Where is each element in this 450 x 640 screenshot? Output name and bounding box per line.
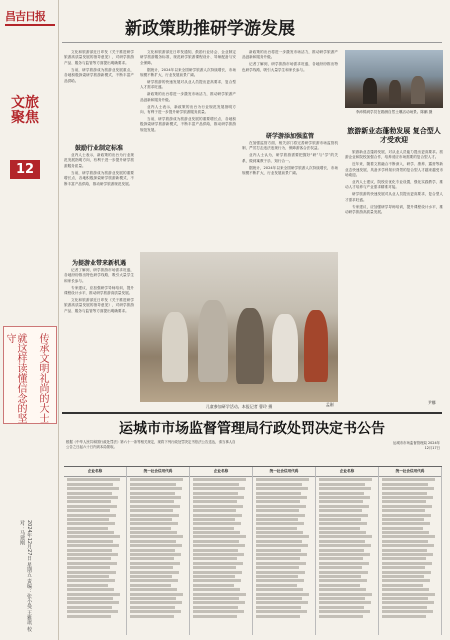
notice-entry-line	[382, 483, 428, 486]
notice-entry-line	[319, 535, 372, 538]
notice-entry-line	[319, 527, 360, 530]
notice-entry-line	[382, 584, 423, 587]
paragraph: 新政策的出台将进一步激发市场活力，推动研学旅游产品创新和服务升级。	[140, 92, 236, 102]
left-column	[0, 0, 59, 640]
paragraph: 当前，研学旅游成为旅游业发展重点，各地积极探索研学旅游新模式，不断丰富产品供给。	[64, 67, 134, 83]
notice-entry-line	[382, 478, 435, 481]
subhead-standards: 鼓励行业制定标准	[74, 145, 123, 152]
notice-entry-line	[382, 544, 434, 547]
paragraph: 专家建议，应加强研学导师培训，提升课程设计水平，推动研学旅游高质量发展。	[345, 204, 443, 215]
notice-entry-line	[382, 571, 431, 574]
notice-entry-line	[67, 514, 116, 517]
notice-entry-line	[382, 509, 425, 512]
notice-entry-line	[130, 562, 180, 565]
notice-entry-line	[130, 579, 178, 582]
paragraph: 业内人士表示，新政策的出台为行业规范发展指明方向，有利于进一步提升研学旅游服务质量。	[64, 153, 134, 168]
notice-entry-line	[193, 531, 240, 534]
notice-entry-line	[319, 509, 362, 512]
notice-column-header: 企业名称	[190, 467, 252, 477]
notice-entry-line	[67, 615, 111, 618]
paragraph: 当前，研学旅游成为旅游业发展的重要增长点，各地积极探索研学旅游新模式，不断丰富产品供给，推动研学旅游规范发展。	[140, 116, 236, 132]
notice-entry-line	[382, 615, 426, 618]
child-figure	[304, 310, 328, 382]
notice-entry-line	[193, 571, 242, 574]
notice-entry-line	[67, 492, 112, 495]
notice-entry-line	[382, 593, 435, 596]
byline-right: 尹娜	[428, 400, 436, 405]
notice-entry-line	[382, 505, 432, 508]
notice-entry-line	[67, 509, 110, 512]
notice-entry-line	[67, 500, 111, 503]
notice-entry-line	[256, 492, 301, 495]
notice-entry-line	[130, 571, 179, 574]
text-column-2	[140, 50, 236, 248]
notice-entry-line	[67, 601, 119, 604]
paragraph: 记者了解到，研学旅游市场需求旺盛，各地纷纷推出特色研学线路，吸引大量学生和家长参与。	[242, 62, 338, 72]
notice-entry-line	[193, 544, 245, 547]
notice-entry-line	[67, 487, 119, 490]
notice-entry-line	[193, 518, 235, 521]
notice-entry-line	[382, 566, 425, 569]
paragraph: 研学旅游的快速发展对从业人员提出更高要求，复合型人才需求旺盛。	[140, 80, 236, 90]
notice-entry-line	[319, 571, 368, 574]
headline-rule	[62, 42, 442, 43]
notice-entry-line	[193, 557, 237, 560]
notice-entry-line	[130, 584, 171, 587]
notice-table-column	[127, 467, 190, 635]
notice-entry-line	[193, 487, 245, 490]
notice-entry-line	[193, 549, 238, 552]
right-headline: 旅游新业态蓬勃发展 复合型人才受欢迎	[347, 126, 441, 144]
notice-entry-line	[193, 601, 245, 604]
person-figure	[389, 80, 401, 104]
paragraph: 业内人士表示，新政策的出台为行业规范发展指明方向，有利于进一步提升研学旅游服务质量。	[140, 104, 236, 115]
notice-entry-line	[130, 610, 181, 613]
notice-entry-line	[193, 535, 246, 538]
notice-entry-line	[256, 575, 298, 578]
notice-entry-line	[130, 549, 175, 552]
text-column-3	[242, 50, 338, 128]
notice-entry-line	[130, 492, 175, 495]
notice-entry-line	[382, 575, 424, 578]
notice-entry-line	[67, 544, 119, 547]
notice-entry-line	[130, 509, 173, 512]
subhead-supervision: 研学游添加强监管	[265, 133, 314, 140]
notice-entry-line	[130, 557, 174, 560]
photo-caption: 儿童参加研学活动。本报记者 曹玲 摄	[205, 404, 273, 409]
notice-entry-line	[256, 588, 303, 591]
notice-entry-line	[319, 514, 368, 517]
paragraph: 近年来，随着文旅融合不断深入，研学、康养、露营等新业态快速发展，具备多学科知识背景的复合型人才越来越受市场欢迎。	[345, 162, 443, 178]
notice-entry-line	[256, 505, 306, 508]
notice-entry-line	[67, 535, 120, 538]
subhead-opportunity: 为提游业带来新机遇	[71, 260, 126, 267]
notice-table-column	[190, 467, 253, 635]
notice-entry-line	[382, 514, 431, 517]
notice-entry-line	[256, 593, 309, 596]
notice-entry-line	[382, 487, 434, 490]
notice-entry-line	[319, 588, 366, 591]
notice-entry-line	[382, 579, 430, 582]
notice-entry-line	[382, 527, 423, 530]
notice-entry-line	[67, 483, 113, 486]
paragraph: 专家建议，应加强研学导师培训，提升课程设计水平，推动研学旅游高质量发展。	[64, 285, 134, 296]
notice-column-header: 企业名称	[64, 467, 126, 477]
notice-entry-line	[382, 597, 428, 600]
notice-entry-line	[193, 575, 235, 578]
notice-entry-line	[67, 553, 118, 556]
notice-entry-line	[382, 522, 430, 525]
paragraph: 据统计，2024年以来全国研学旅游人次持续增长，市场规模不断扩大，行业发展前景广阔。	[242, 165, 338, 176]
notice-entry-line	[256, 540, 302, 543]
notice-entry-line	[256, 549, 301, 552]
paragraph: 新政策的出台将进一步激发市场活力，推动研学旅游产品创新和服务升级。	[242, 50, 338, 60]
notice-entry-line	[256, 579, 304, 582]
notice-entry-line	[130, 540, 176, 543]
notice-entry-line	[256, 509, 299, 512]
notice-entry-line	[256, 483, 302, 486]
notice-entry-line	[193, 615, 237, 618]
notice-table-column	[253, 467, 316, 635]
child-figure	[272, 314, 298, 382]
slogan-box	[3, 326, 57, 424]
children-photo	[140, 252, 338, 402]
notice-entry-line	[130, 478, 183, 481]
notice-entry-line	[193, 566, 236, 569]
notice-entry-line	[130, 496, 181, 499]
notice-entry-line	[256, 571, 305, 574]
paragraph: 当前，研学旅游成为旅游业发展的重要增长点，各地积极探索研学旅游新模式，不断丰富产品供给，推动研学旅游规范发展。	[64, 170, 134, 186]
notice-entry-line	[319, 549, 364, 552]
notice-entry-line	[256, 562, 306, 565]
notice-entry-line	[256, 478, 309, 481]
notice-column-header: 统一社会信用代码	[127, 467, 189, 477]
notice-entry-line	[67, 579, 115, 582]
notice-entry-line	[382, 606, 427, 609]
paragraph: 文化和旅游部近日印发《关于推进研学旅游高质量发展的指导意见》，对研学旅游产品、服务与监管等方面提出明确要求。	[64, 298, 134, 313]
students-field-photo	[345, 50, 443, 108]
slogan-line-a: 就这样读懂信念的坚守	[4, 333, 26, 423]
notice-entry-line	[130, 597, 176, 600]
notice-table-column	[64, 467, 127, 635]
notice-entry-line	[319, 553, 370, 556]
notice-entry-line	[130, 535, 183, 538]
text-column-1b	[64, 153, 134, 253]
text-column-1	[64, 50, 134, 140]
notice-entry-line	[382, 500, 426, 503]
notice-entry-line	[382, 553, 433, 556]
notice-entry-line	[256, 518, 298, 521]
issue-meta: 2024年12月27日 星期五 责编：张小曼 王雅琪 校对：马建刚	[19, 520, 32, 632]
notice-entry-line	[193, 562, 243, 565]
notice-entry-line	[67, 610, 118, 613]
notice-entry-line	[319, 544, 371, 547]
notice-entry-line	[67, 584, 108, 587]
notice-entry-line	[193, 579, 241, 582]
notice-entry-line	[130, 544, 182, 547]
notice-entry-line	[256, 601, 308, 604]
notice-entry-line	[319, 492, 364, 495]
notice-entry-line	[67, 562, 117, 565]
notice-entry-line	[193, 496, 244, 499]
notice-entry-line	[256, 500, 300, 503]
notice-entry-line	[130, 527, 171, 530]
slogan-line-b: 传承文明礼尚的大士	[37, 333, 48, 423]
headline: 新政策助推研学游发展	[125, 19, 295, 39]
notice-entry-line	[67, 522, 115, 525]
notice-entry-line	[67, 527, 108, 530]
notice-entry-line	[130, 601, 182, 604]
text-column-right	[345, 150, 443, 398]
notice-column-header: 企业名称	[316, 467, 378, 477]
paragraph: 业内人士建议，院校应优化专业设置，强化实践教学，推动人才培养与产业需求精准对接。	[345, 180, 443, 190]
notice-entry-line	[256, 566, 299, 569]
notice-entry-line	[130, 518, 172, 521]
notice-entry-line	[256, 597, 302, 600]
notice-entry-line	[319, 505, 369, 508]
notice-entry-line	[319, 566, 362, 569]
notice-entry-line	[130, 531, 177, 534]
paragraph: 旅游新业态蓬勃发展，对从业人员能力提出更高要求。旅游企业和院校加强合作，培养适应市场需要的复合型人才。	[345, 150, 443, 160]
notice-entry-line	[130, 505, 180, 508]
notice-entry-line	[319, 562, 369, 565]
notice-entry-line	[193, 500, 237, 503]
notice-entry-line	[319, 500, 363, 503]
person-figure	[363, 78, 377, 104]
notice-entry-line	[319, 540, 365, 543]
notice-entry-line	[130, 588, 177, 591]
notice-entry-line	[67, 478, 120, 481]
notice-entry-line	[256, 615, 300, 618]
notice-entry-line	[319, 593, 372, 596]
notice-entry-line	[67, 540, 113, 543]
notice-column-header: 统一社会信用代码	[379, 467, 441, 477]
notice-entry-line	[193, 597, 239, 600]
paragraph: 据统计，2024年以来全国研学旅游人次持续增长，市场规模不断扩大，行业发展前景广阔。	[140, 67, 236, 78]
notice-entry-line	[67, 518, 109, 521]
notice-entry-line	[67, 588, 114, 591]
notice-entry-line	[67, 566, 110, 569]
paragraph: 文化和旅游部近日印发通知，鼓励行业协会、企业制定研学旅游服务标准，规范研学旅游课程设计、导师配备与安全保障。	[140, 50, 236, 65]
notice-entry-line	[382, 588, 429, 591]
notice-entry-line	[256, 522, 304, 525]
notice-entry-line	[256, 535, 309, 538]
notice-entry-line	[319, 575, 361, 578]
notice-entry-line	[382, 496, 433, 499]
notice-entry-line	[193, 593, 246, 596]
notice-entry-line	[130, 615, 174, 618]
notice-entry-line	[193, 478, 246, 481]
notice-entry-line	[67, 549, 112, 552]
notice-entry-line	[256, 531, 303, 534]
notice-entry-line	[382, 518, 424, 521]
notice-entry-line	[319, 531, 366, 534]
notice-entry-line	[256, 544, 308, 547]
notice-intro: 根据《中华人民共和国行政处罚法》第六十一条等相关规定，现将下列行政处罚决定书依法公告送达，请当事人自公告之日起六十日内到本局领取。	[66, 440, 236, 449]
right-photo-caption: 李沛锦到学员在勘测自然土壤活动场景。陈鹏 摄	[355, 110, 433, 114]
notice-entry-line	[382, 492, 427, 495]
notice-entry-line	[130, 522, 178, 525]
paragraph: 在加强监管方面，相关部门将完善研学旅游市场监管机制，严厉打击违法违规行为，保障游客合法权益。	[242, 141, 338, 151]
notice-entry-line	[193, 505, 243, 508]
notice-entry-line	[319, 597, 365, 600]
notice-entry-line	[193, 492, 238, 495]
child-figure	[162, 312, 188, 382]
notice-entry-line	[193, 540, 239, 543]
notice-entry-line	[130, 487, 182, 490]
notice-table-column	[316, 467, 379, 635]
masthead-title: 昌吉日报	[5, 10, 45, 23]
notice-title: 运城市市场监督管理局行政处罚决定书公告	[119, 421, 385, 437]
notice-entry-line	[382, 531, 429, 534]
notice-entry-line	[382, 610, 433, 613]
masthead-underline	[5, 24, 55, 26]
notice-entry-line	[319, 584, 360, 587]
notice-entry-line	[130, 593, 183, 596]
paragraph: 研学旅游的快速发展对从业人员提出更高要求，复合型人才需求旺盛。	[345, 192, 443, 202]
notice-entry-line	[256, 514, 305, 517]
notice-entry-line	[67, 575, 109, 578]
notice-rule	[62, 412, 442, 414]
paragraph: 文化和旅游部近日印发《关于推进研学旅游高质量发展的指导意见》，对研学旅游产品、服务与监管等方面提出明确要求。	[64, 50, 134, 65]
notice-entry-line	[382, 535, 435, 538]
notice-entry-line	[319, 601, 371, 604]
notice-entry-line	[130, 514, 179, 517]
section-name: 文旅聚焦	[11, 95, 39, 126]
notice-table-column	[379, 467, 442, 635]
notice-entry-line	[319, 606, 364, 609]
notice-column-header: 统一社会信用代码	[253, 467, 315, 477]
notice-entry-line	[382, 557, 426, 560]
notice-entry-line	[193, 522, 241, 525]
notice-entry-line	[256, 487, 308, 490]
paragraph: 记者了解到，研学旅游市场需求旺盛，各地纷纷推出特色研学线路，吸引大量学生和家长参与。	[64, 268, 134, 283]
notice-entry-line	[67, 557, 111, 560]
notice-entry-line	[319, 579, 367, 582]
notice-entry-line	[67, 531, 114, 534]
notice-entry-line	[382, 549, 427, 552]
notice-entry-line	[193, 606, 238, 609]
text-column-3b	[242, 141, 338, 249]
notice-entry-line	[67, 593, 120, 596]
notice-entry-line	[67, 505, 117, 508]
notice-entry-line	[67, 496, 118, 499]
notice-entry-line	[319, 557, 363, 560]
notice-entry-line	[319, 496, 370, 499]
notice-date: 运城市市场监督管理局 2024年12月17日	[392, 441, 440, 450]
notice-entry-line	[382, 540, 428, 543]
child-figure	[198, 300, 228, 382]
notice-entry-line	[319, 478, 372, 481]
notice-entry-line	[67, 597, 113, 600]
notice-entry-line	[319, 615, 363, 618]
notice-entry-line	[67, 571, 116, 574]
notice-table	[64, 466, 442, 635]
notice-entry-line	[319, 483, 365, 486]
notice-entry-line	[319, 610, 370, 613]
notice-entry-line	[256, 606, 301, 609]
notice-entry-line	[130, 553, 181, 556]
notice-entry-line	[130, 606, 175, 609]
page-number: 12	[10, 160, 40, 179]
notice-entry-line	[256, 553, 307, 556]
notice-entry-line	[319, 518, 361, 521]
notice-entry-line	[256, 527, 297, 530]
text-column-1c	[64, 268, 134, 406]
notice-entry-line	[193, 483, 239, 486]
notice-entry-line	[193, 584, 234, 587]
notice-entry-line	[130, 566, 173, 569]
person-figure	[411, 76, 425, 104]
notice-entry-line	[193, 610, 244, 613]
notice-entry-line	[130, 500, 174, 503]
notice-entry-line	[67, 606, 112, 609]
notice-entry-line	[256, 584, 297, 587]
notice-entry-line	[193, 514, 242, 517]
notice-entry-line	[382, 562, 432, 565]
notice-entry-line	[130, 575, 172, 578]
notice-entry-line	[319, 522, 367, 525]
notice-entry-line	[256, 557, 300, 560]
notice-entry-line	[193, 588, 240, 591]
notice-entry-line	[193, 527, 234, 530]
notice-entry-line	[130, 483, 176, 486]
notice-entry-line	[319, 487, 371, 490]
child-figure	[236, 308, 264, 384]
notice-entry-line	[193, 509, 236, 512]
paragraph: 业内人士认为，研学旅游需要把握好“研”与“学”的关系，做到寓教于乐、知行合一。	[242, 153, 338, 163]
byline-mid: 孟刚	[326, 402, 334, 407]
notice-entry-line	[256, 496, 307, 499]
notice-entry-line	[382, 601, 434, 604]
notice-entry-line	[256, 610, 307, 613]
notice-entry-line	[193, 553, 244, 556]
